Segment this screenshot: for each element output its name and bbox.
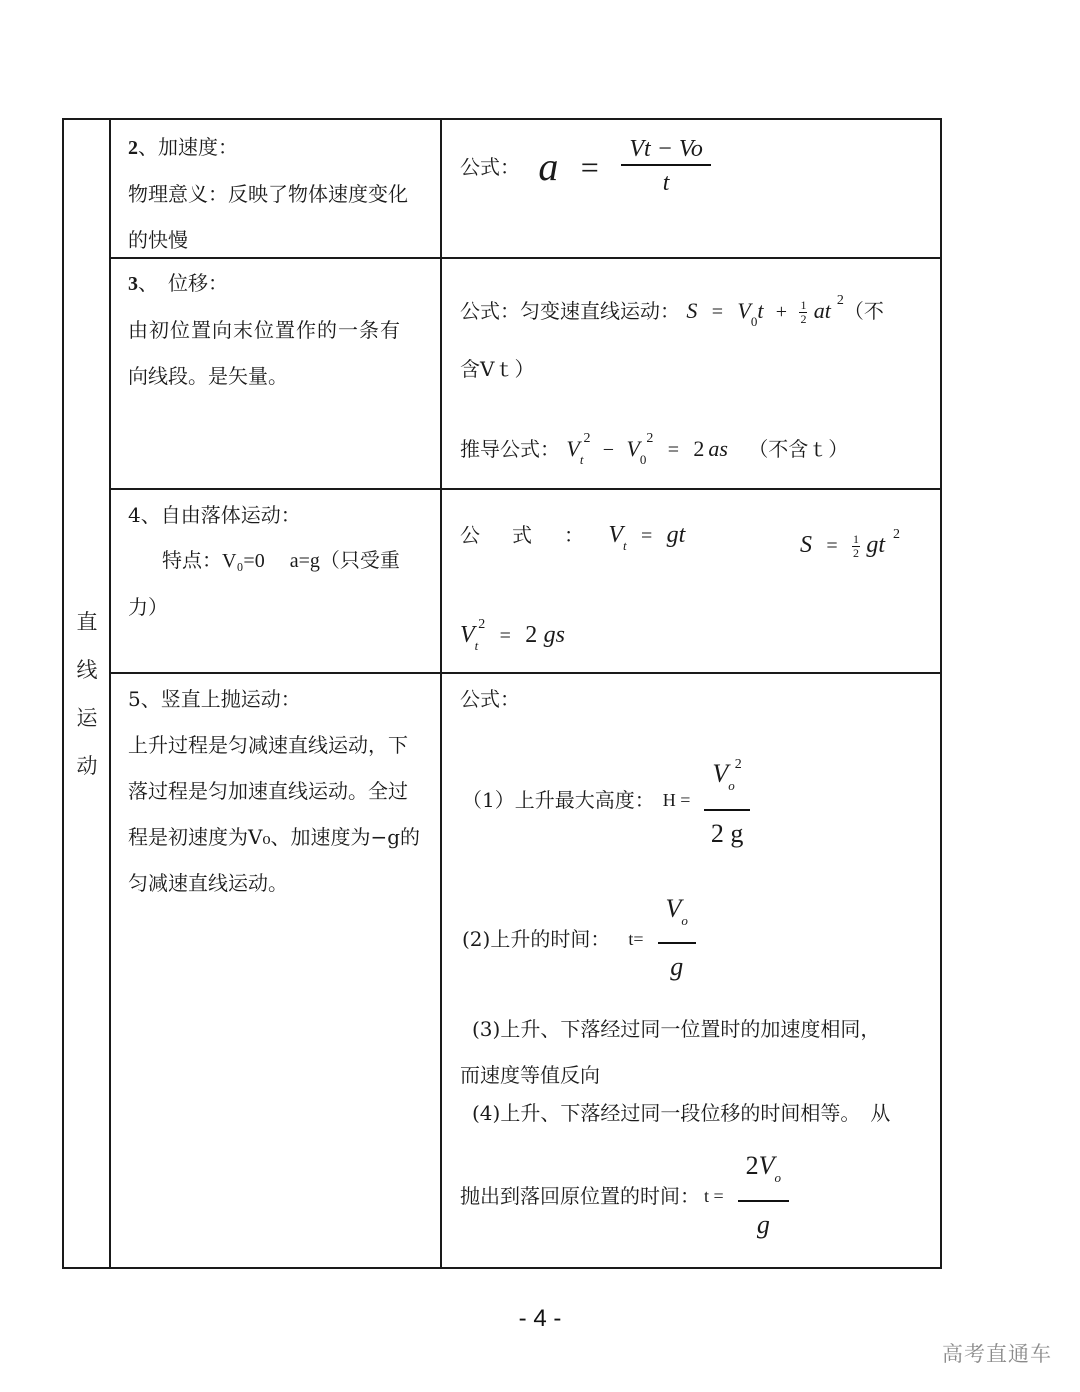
item-title: 、加速度： — [138, 135, 238, 159]
math-superscript: 2 — [734, 757, 742, 772]
description-line: 上升过程是匀减速直线运动，下 — [128, 733, 408, 757]
item-title: 5、竖直上抛运动： — [128, 687, 301, 711]
category-label — [64, 120, 110, 1267]
velocity-squared-formula — [460, 602, 565, 669]
math-subscript: t — [474, 638, 479, 653]
math-superscript: 2 — [478, 617, 486, 632]
row-divider — [109, 672, 940, 674]
math-V: V — [737, 298, 751, 323]
formula-suffix: （不含ｔ） — [748, 437, 849, 461]
item-number: 2 — [128, 137, 138, 159]
category-char: 动 — [76, 753, 98, 778]
math-superscript: 2 — [583, 431, 591, 446]
equal-time-note: (4)上升、下落经过同一段位移的时间相等。 从 — [472, 1101, 891, 1125]
math-gs: gs — [543, 622, 565, 648]
formula-fraction — [658, 888, 696, 990]
page-number: - 4 - — [518, 1305, 562, 1332]
description-line: 落过程是匀加速直线运动。全过 — [128, 779, 408, 803]
description-line: 匀减速直线运动。 — [128, 871, 288, 895]
math-minus: − — [602, 439, 615, 461]
formula-equals: = — [580, 149, 599, 185]
fraction-numerator — [704, 742, 749, 811]
formula-prefix: 公式：匀变速直线运动： — [460, 299, 680, 323]
formula-fraction — [621, 134, 711, 200]
fraction-denominator — [711, 811, 744, 857]
note-line: (3)上升、下落经过同一位置时的加速度相同， — [472, 1017, 881, 1041]
description-line: 的快慢 — [128, 228, 188, 252]
distance-formula — [800, 512, 900, 569]
formula-label: 抛出到落回原位置的时间： — [460, 1184, 700, 1208]
math-at: at — [813, 298, 831, 323]
free-fall-description — [112, 492, 442, 670]
math-t: t — [757, 298, 764, 323]
math-subscript: o — [681, 913, 688, 928]
displacement-description — [112, 260, 442, 486]
math-equals: = — [826, 535, 838, 557]
item-title: 4、自由落体运动： — [128, 503, 301, 527]
formula-lhs: H = — [662, 789, 691, 810]
math-gt: gt — [866, 532, 886, 558]
half-numerator: 1 — [800, 298, 807, 312]
total-time-formula — [460, 1144, 789, 1248]
math-equals: = — [499, 625, 511, 647]
description-line: 物理意义：反映了物体速度变化 — [128, 182, 408, 206]
math-half — [852, 533, 860, 560]
velocity-formula — [460, 512, 685, 569]
category-char: 运 — [76, 705, 98, 730]
math-superscript: 2 — [646, 431, 654, 446]
free-fall-formulas — [444, 492, 940, 670]
half-denominator: 2 — [800, 312, 807, 326]
fraction-numerator: Vt − Vo — [621, 134, 711, 166]
fraction-numerator — [738, 1144, 789, 1202]
formula-lhs: t = — [704, 1186, 724, 1206]
formula-suffix: （不 — [843, 299, 884, 323]
half-numerator: 1 — [853, 532, 859, 546]
math-plus: + — [775, 301, 788, 323]
math-equals: = — [641, 525, 653, 547]
math-V: V — [566, 436, 580, 461]
note-line: 而速度等值反向 — [460, 1063, 600, 1087]
math-equals: = — [667, 439, 680, 461]
item-number: 3 — [128, 273, 138, 295]
category-char: 直 — [76, 609, 98, 634]
max-height-formula — [462, 742, 750, 857]
uniform-acceleration-formula — [460, 278, 884, 345]
formula-prefix: 公 式 ： — [460, 523, 590, 547]
description-line: 程是初速度为V₀、加速度为−g的 — [128, 825, 421, 849]
math-S: S — [686, 298, 698, 323]
formula-lhs: t= — [628, 929, 644, 949]
math-V: V — [460, 622, 475, 648]
formula-fraction — [738, 1144, 789, 1248]
fraction-denominator: g — [756, 1210, 770, 1239]
formula-label: （1）上升最大高度： — [462, 787, 655, 812]
displacement-formulas — [444, 260, 940, 486]
description-line: 由初位置向末位置作的一条有 — [128, 318, 401, 342]
math-superscript: 2 — [893, 527, 901, 542]
formula-label: (2)上升的时间： — [462, 927, 611, 951]
item-title: 、 位移： — [138, 271, 228, 295]
math-subscript: 0 — [639, 452, 647, 467]
math-V: V — [758, 1151, 775, 1180]
rise-time-formula — [462, 888, 696, 990]
category-char: 线 — [76, 657, 98, 682]
watermark: 高考直通车 — [942, 1342, 1052, 1366]
math-equals: = — [711, 301, 723, 323]
description-line: 向线段。是矢量。 — [128, 364, 288, 388]
math-V: V — [712, 759, 729, 788]
math-V: V — [626, 436, 640, 461]
formula-prefix: 推导公式： — [460, 437, 560, 461]
math-two: 2 — [745, 1151, 759, 1180]
math-2g: 2 g — [710, 819, 744, 848]
math-subscript: 0 — [750, 314, 758, 329]
math-superscript: 2 — [836, 293, 844, 308]
vertical-throw-description — [112, 676, 442, 1266]
math-subscript: t — [623, 538, 627, 553]
math-V: V — [665, 894, 682, 923]
formula-fraction — [704, 742, 749, 857]
formula-note: 含Vｔ） — [460, 357, 535, 381]
half-denominator: 2 — [853, 546, 859, 560]
math-subscript: t — [579, 452, 584, 467]
math-S: S — [800, 532, 812, 558]
physics-formula-table — [62, 118, 942, 1269]
vertical-throw-formulas — [444, 676, 940, 1266]
math-half — [799, 299, 807, 326]
fraction-denominator: g — [670, 952, 684, 981]
description-line: 特点：V₀=0 a=g（只受重 — [162, 550, 400, 572]
same-acceleration-note — [460, 1006, 880, 1098]
math-gt: gt — [666, 522, 686, 548]
acceleration-description — [112, 124, 442, 256]
fraction-denominator: t — [662, 170, 670, 196]
fraction-numerator — [658, 888, 696, 944]
math-two: 2 — [525, 622, 538, 648]
math-two: 2 — [693, 436, 705, 461]
row-divider — [109, 488, 940, 490]
math-subscript: o — [774, 1170, 782, 1185]
acceleration-formula — [444, 134, 940, 254]
math-V: V — [608, 522, 624, 548]
math-subscript: o — [728, 778, 735, 793]
description-line: 力） — [128, 595, 168, 619]
math-as: as — [708, 436, 728, 461]
formula-prefix: 公式： — [460, 687, 520, 711]
derived-formula — [460, 416, 848, 483]
formula-lhs: a — [538, 144, 559, 189]
formula-prefix: 公式： — [460, 155, 520, 179]
